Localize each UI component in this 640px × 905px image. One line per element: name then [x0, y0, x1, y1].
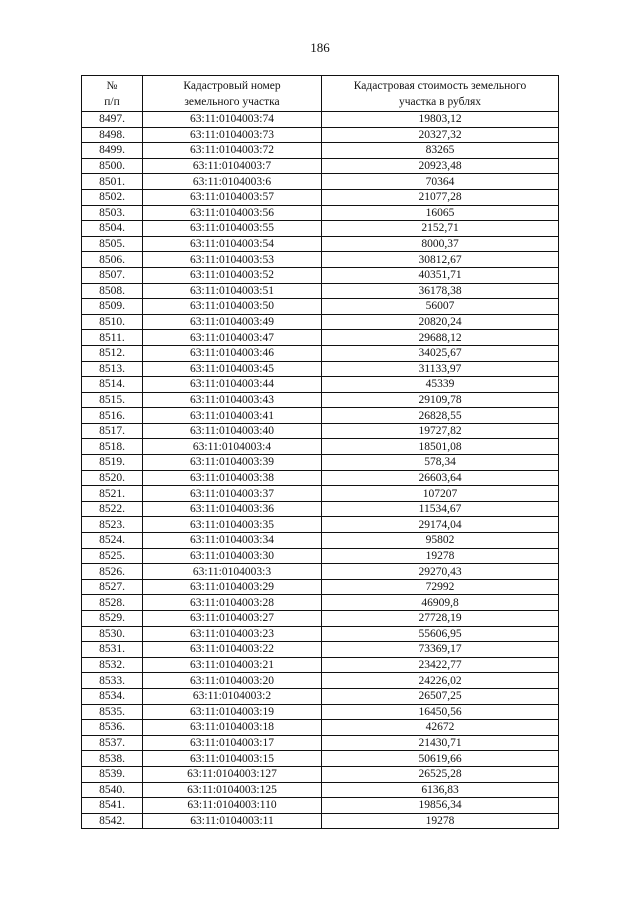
cadastral-cost-cell: 29688,12	[322, 330, 559, 346]
cadastral-number-cell: 63:11:0104003:54	[143, 236, 322, 252]
table-row	[82, 423, 559, 439]
cadastral-cost-cell: 6136,83	[322, 782, 559, 798]
table-row	[82, 798, 559, 814]
cadastral-cost-cell: 50619,66	[322, 751, 559, 767]
cadastral-cost-cell: 21430,71	[322, 735, 559, 751]
table-row	[82, 361, 559, 377]
row-number-cell: 8529.	[82, 611, 143, 627]
cadastral-number-cell: 63:11:0104003:125	[143, 782, 322, 798]
cadastral-number-cell: 63:11:0104003:35	[143, 517, 322, 533]
header-cadastral-number	[143, 76, 322, 112]
cadastral-number-cell: 63:11:0104003:37	[143, 486, 322, 502]
table-row	[82, 470, 559, 486]
cadastral-number-cell: 63:11:0104003:51	[143, 283, 322, 299]
cadastral-number-cell: 63:11:0104003:57	[143, 189, 322, 205]
cadastral-number-cell: 63:11:0104003:55	[143, 221, 322, 237]
cadastral-cost-cell: 20820,24	[322, 314, 559, 330]
table-row	[82, 189, 559, 205]
cadastral-number-cell: 63:11:0104003:110	[143, 798, 322, 814]
table-row	[82, 657, 559, 673]
header-number-line-1: №	[106, 79, 118, 92]
table-row	[82, 283, 559, 299]
cadastral-number-cell: 63:11:0104003:28	[143, 595, 322, 611]
cadastral-number-cell: 63:11:0104003:20	[143, 673, 322, 689]
cadastral-cost-cell: 18501,08	[322, 439, 559, 455]
cadastral-cost-cell: 29270,43	[322, 564, 559, 580]
row-number-cell: 8521.	[82, 486, 143, 502]
cadastral-cost-cell: 26525,28	[322, 766, 559, 782]
table-row	[82, 782, 559, 798]
cadastral-number-cell: 63:11:0104003:7	[143, 158, 322, 174]
table-row	[82, 377, 559, 393]
row-number-cell: 8538.	[82, 751, 143, 767]
table-row	[82, 314, 559, 330]
cadastral-cost-cell: 29174,04	[322, 517, 559, 533]
row-number-cell: 8506.	[82, 252, 143, 268]
row-number-cell: 8540.	[82, 782, 143, 798]
cadastral-number-cell: 63:11:0104003:73	[143, 127, 322, 143]
cadastral-number-cell: 63:11:0104003:53	[143, 252, 322, 268]
row-number-cell: 8519.	[82, 455, 143, 471]
table-row	[82, 221, 559, 237]
table-row	[82, 143, 559, 159]
table-row	[82, 158, 559, 174]
cadastral-number-cell: 63:11:0104003:15	[143, 751, 322, 767]
row-number-cell: 8498.	[82, 127, 143, 143]
table-row	[82, 439, 559, 455]
cadastral-number-cell: 63:11:0104003:52	[143, 267, 322, 283]
cadastral-cost-cell: 56007	[322, 299, 559, 315]
table-body	[82, 112, 559, 829]
row-number-cell: 8507.	[82, 267, 143, 283]
table-row	[82, 720, 559, 736]
cadastral-cost-cell: 16450,56	[322, 704, 559, 720]
cadastral-number-cell: 63:11:0104003:45	[143, 361, 322, 377]
cadastral-cost-cell: 40351,71	[322, 267, 559, 283]
table-row	[82, 345, 559, 361]
cadastral-number-cell: 63:11:0104003:38	[143, 470, 322, 486]
cadastral-cost-cell: 8000,37	[322, 236, 559, 252]
row-number-cell: 8497.	[82, 112, 143, 128]
cadastral-cost-cell: 26828,55	[322, 408, 559, 424]
cadastral-number-cell: 63:11:0104003:44	[143, 377, 322, 393]
header-number	[82, 76, 143, 112]
row-number-cell: 8516.	[82, 408, 143, 424]
header-row	[82, 76, 559, 112]
table-row	[82, 517, 559, 533]
cadastral-number-cell: 63:11:0104003:19	[143, 704, 322, 720]
row-number-cell: 8534.	[82, 688, 143, 704]
cadastral-number-cell: 63:11:0104003:30	[143, 548, 322, 564]
row-number-cell: 8515.	[82, 392, 143, 408]
header-cadastral-cost	[322, 76, 559, 112]
cadastral-number-cell: 63:11:0104003:17	[143, 735, 322, 751]
row-number-cell: 8526.	[82, 564, 143, 580]
cadastral-cost-cell: 19727,82	[322, 423, 559, 439]
table-row	[82, 548, 559, 564]
cadastral-number-cell: 63:11:0104003:39	[143, 455, 322, 471]
cadastral-cost-cell: 83265	[322, 143, 559, 159]
table-row	[82, 533, 559, 549]
table-row	[82, 579, 559, 595]
cadastral-number-cell: 63:11:0104003:127	[143, 766, 322, 782]
cadastral-number-cell: 63:11:0104003:74	[143, 112, 322, 128]
table-row	[82, 252, 559, 268]
cadastral-cost-cell: 24226,02	[322, 673, 559, 689]
table-row	[82, 611, 559, 627]
cadastral-number-cell: 63:11:0104003:18	[143, 720, 322, 736]
row-number-cell: 8513.	[82, 361, 143, 377]
table-row	[82, 299, 559, 315]
row-number-cell: 8510.	[82, 314, 143, 330]
cadastral-cost-cell: 19278	[322, 813, 559, 829]
cadastral-cost-cell: 30812,67	[322, 252, 559, 268]
cadastral-number-cell: 63:11:0104003:21	[143, 657, 322, 673]
table-row	[82, 751, 559, 767]
row-number-cell: 8503.	[82, 205, 143, 221]
row-number-cell: 8536.	[82, 720, 143, 736]
table-row	[82, 735, 559, 751]
row-number-cell: 8512.	[82, 345, 143, 361]
table-row	[82, 673, 559, 689]
cadastral-cost-cell: 20327,32	[322, 127, 559, 143]
row-number-cell: 8502.	[82, 189, 143, 205]
table-row	[82, 236, 559, 252]
row-number-cell: 8532.	[82, 657, 143, 673]
row-number-cell: 8535.	[82, 704, 143, 720]
row-number-cell: 8530.	[82, 626, 143, 642]
header-number-line-2: п/п	[104, 95, 120, 108]
cadastral-cost-cell: 578,34	[322, 455, 559, 471]
cadastral-cost-cell: 11534,67	[322, 501, 559, 517]
cadastral-cost-cell: 45339	[322, 377, 559, 393]
cadastral-cost-cell: 2152,71	[322, 221, 559, 237]
cadastral-cost-cell: 19856,34	[322, 798, 559, 814]
row-number-cell: 8499.	[82, 143, 143, 159]
table-row	[82, 112, 559, 128]
row-number-cell: 8500.	[82, 158, 143, 174]
cadastral-number-cell: 63:11:0104003:22	[143, 642, 322, 658]
cadastral-cost-cell: 27728,19	[322, 611, 559, 627]
table-row	[82, 813, 559, 829]
table-row	[82, 408, 559, 424]
cadastral-cost-cell: 19278	[322, 548, 559, 564]
row-number-cell: 8511.	[82, 330, 143, 346]
cadastral-cost-cell: 23422,77	[322, 657, 559, 673]
row-number-cell: 8508.	[82, 283, 143, 299]
table-row	[82, 766, 559, 782]
row-number-cell: 8501.	[82, 174, 143, 190]
row-number-cell: 8504.	[82, 221, 143, 237]
row-number-cell: 8517.	[82, 423, 143, 439]
cadastral-cost-cell: 73369,17	[322, 642, 559, 658]
cadastral-cost-cell: 55606,95	[322, 626, 559, 642]
header-cost-line-2: участка в рублях	[398, 95, 481, 108]
table-row	[82, 205, 559, 221]
row-number-cell: 8528.	[82, 595, 143, 611]
cadastral-number-cell: 63:11:0104003:41	[143, 408, 322, 424]
cadastral-number-cell: 63:11:0104003:2	[143, 688, 322, 704]
row-number-cell: 8537.	[82, 735, 143, 751]
cadastral-number-cell: 63:11:0104003:36	[143, 501, 322, 517]
cadastral-number-cell: 63:11:0104003:47	[143, 330, 322, 346]
cadastral-number-cell: 63:11:0104003:3	[143, 564, 322, 580]
row-number-cell: 8527.	[82, 579, 143, 595]
table-row	[82, 626, 559, 642]
row-number-cell: 8542.	[82, 813, 143, 829]
cadastral-cost-cell: 46909,8	[322, 595, 559, 611]
cadastral-number-cell: 63:11:0104003:27	[143, 611, 322, 627]
cadastral-number-cell: 63:11:0104003:72	[143, 143, 322, 159]
row-number-cell: 8509.	[82, 299, 143, 315]
cadastral-cost-cell: 95802	[322, 533, 559, 549]
cadastral-number-cell: 63:11:0104003:50	[143, 299, 322, 315]
row-number-cell: 8520.	[82, 470, 143, 486]
cadastral-number-cell: 63:11:0104003:46	[143, 345, 322, 361]
cadastral-number-cell: 63:11:0104003:40	[143, 423, 322, 439]
table-row	[82, 501, 559, 517]
cadastral-number-cell: 63:11:0104003:23	[143, 626, 322, 642]
header-cadastral-line-2: земельного участка	[184, 95, 280, 108]
header-cadastral-line-1: Кадастровый номер	[183, 79, 281, 92]
table-row	[82, 564, 559, 580]
table-row	[82, 127, 559, 143]
cadastral-cost-cell: 16065	[322, 205, 559, 221]
table-row	[82, 267, 559, 283]
table-row	[82, 330, 559, 346]
cadastral-cost-cell: 31133,97	[322, 361, 559, 377]
table-row	[82, 392, 559, 408]
cadastral-cost-cell: 107207	[322, 486, 559, 502]
row-number-cell: 8525.	[82, 548, 143, 564]
table-row	[82, 486, 559, 502]
cadastral-cost-cell: 42672	[322, 720, 559, 736]
cadastral-number-cell: 63:11:0104003:49	[143, 314, 322, 330]
cadastral-number-cell: 63:11:0104003:34	[143, 533, 322, 549]
row-number-cell: 8522.	[82, 501, 143, 517]
table-row	[82, 704, 559, 720]
cadastral-number-cell: 63:11:0104003:11	[143, 813, 322, 829]
cadastral-number-cell: 63:11:0104003:29	[143, 579, 322, 595]
table-row	[82, 642, 559, 658]
row-number-cell: 8505.	[82, 236, 143, 252]
cadastral-number-cell: 63:11:0104003:6	[143, 174, 322, 190]
cadastral-number-cell: 63:11:0104003:56	[143, 205, 322, 221]
cadastral-number-cell: 63:11:0104003:43	[143, 392, 322, 408]
cadastral-cost-cell: 19803,12	[322, 112, 559, 128]
cadastral-cost-cell: 70364	[322, 174, 559, 190]
cadastral-cost-cell: 21077,28	[322, 189, 559, 205]
table-row	[82, 688, 559, 704]
row-number-cell: 8531.	[82, 642, 143, 658]
cadastral-cost-cell: 26507,25	[322, 688, 559, 704]
cadastral-cost-cell: 26603,64	[322, 470, 559, 486]
cadastral-cost-cell: 29109,78	[322, 392, 559, 408]
cadastral-number-cell: 63:11:0104003:4	[143, 439, 322, 455]
table-row	[82, 174, 559, 190]
cadastral-cost-cell: 36178,38	[322, 283, 559, 299]
page-number: 186	[310, 40, 330, 55]
cadastral-cost-cell: 20923,48	[322, 158, 559, 174]
table-header	[82, 76, 559, 112]
table-row	[82, 455, 559, 471]
row-number-cell: 8514.	[82, 377, 143, 393]
row-number-cell: 8533.	[82, 673, 143, 689]
table-row	[82, 595, 559, 611]
row-number-cell: 8541.	[82, 798, 143, 814]
header-cost-line-1: Кадастровая стоимость земельного	[353, 79, 527, 92]
row-number-cell: 8523.	[82, 517, 143, 533]
row-number-cell: 8524.	[82, 533, 143, 549]
row-number-cell: 8518.	[82, 439, 143, 455]
cadastral-cost-cell: 72992	[322, 579, 559, 595]
row-number-cell: 8539.	[82, 766, 143, 782]
cadastral-cost-cell: 34025,67	[322, 345, 559, 361]
cadastral-value-table	[81, 75, 559, 829]
